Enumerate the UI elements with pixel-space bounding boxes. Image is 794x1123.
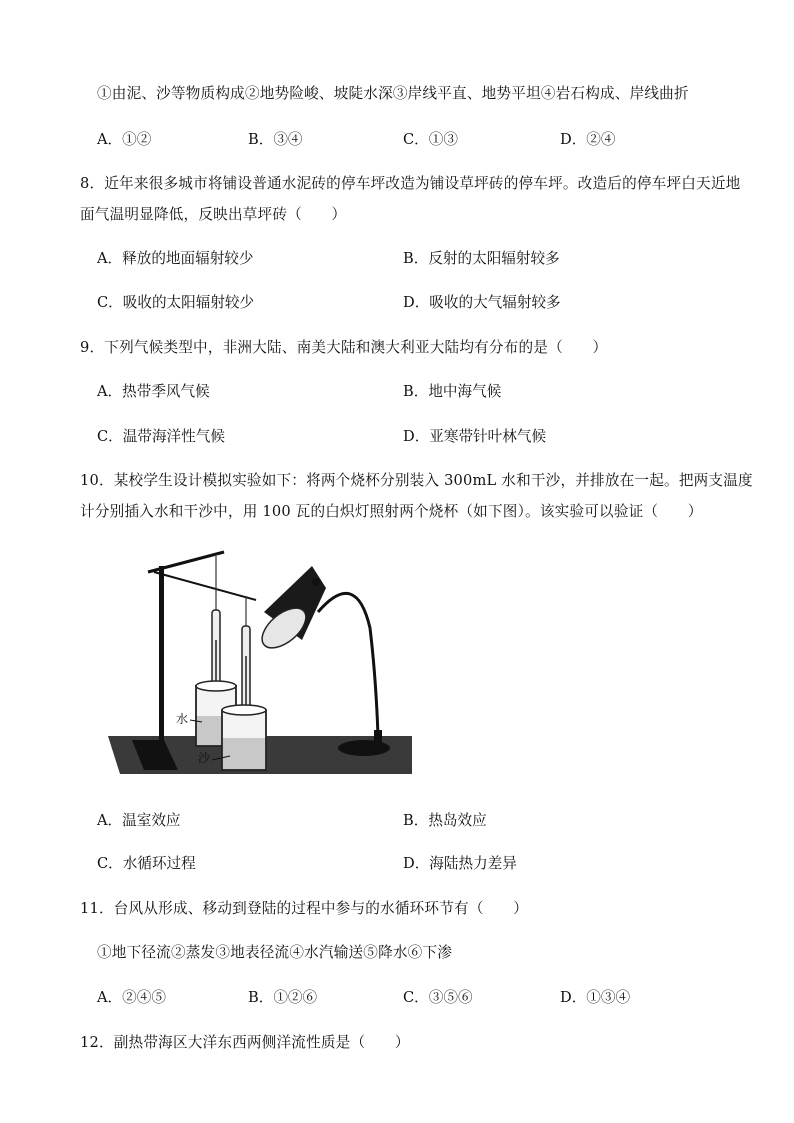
q10-stem-line1: 10．某校学生设计模拟实验如下：将两个烧杯分别装入 300mL 水和干沙，并排放在一起。把两支温度 bbox=[80, 472, 753, 489]
lamp-base bbox=[338, 740, 390, 756]
q9-option-c: C．温带海洋性气候 bbox=[97, 428, 225, 445]
q10-stem-line2: 计分别插入水和干沙中，用 100 瓦的白炽灯照射两个烧杯（如下图）。该实验可以验证（ ） bbox=[80, 503, 703, 520]
q11-option-b: B．①②⑥ bbox=[248, 989, 318, 1006]
label-water: 水 bbox=[176, 712, 189, 726]
lamp-arm bbox=[318, 593, 378, 736]
label-sand: 沙 bbox=[198, 751, 211, 765]
q11-items: ①地下径流②蒸发③地表径流④水汽输送⑤降水⑥下渗 bbox=[97, 944, 453, 961]
q7-items: ①由泥、沙等物质构成②地势险峻、坡陡水深③岸线平直、地势平坦④岩石构成、岸线曲折 bbox=[97, 85, 689, 102]
q8-stem-line1: 8．近年来很多城市将铺设普通水泥砖的停车坪改造为铺设草坪砖的停车坪。改造后的停车坪白天近地 bbox=[80, 175, 741, 192]
q9-stem: 9．下列气候类型中，非洲大陆、南美大陆和澳大利亚大陆均有分布的是（ ） bbox=[80, 339, 608, 356]
stand-pole bbox=[159, 566, 164, 742]
q7-option-c: C．①③ bbox=[403, 131, 458, 148]
q8-option-a: A．释放的地面辐射较少 bbox=[97, 250, 254, 267]
q10-option-b: B．热岛效应 bbox=[403, 812, 487, 829]
q8-option-c: C．吸收的太阳辐射较少 bbox=[97, 294, 255, 311]
q10-option-a: A．温室效应 bbox=[97, 812, 181, 829]
q9-option-b: B．地中海气候 bbox=[403, 383, 502, 400]
q7-option-d: D．②④ bbox=[560, 131, 616, 148]
stand-arm bbox=[148, 552, 224, 572]
q11-option-c: C．③⑤⑥ bbox=[403, 989, 473, 1006]
stand-arm-lower bbox=[154, 572, 256, 600]
q9-option-a: A．热带季风气候 bbox=[97, 383, 210, 400]
q10-option-c: C．水循环过程 bbox=[97, 855, 196, 872]
q8-option-b: B．反射的太阳辐射较多 bbox=[403, 250, 560, 267]
q8-option-d: D．吸收的大气辐射较多 bbox=[403, 294, 561, 311]
q8-stem-line2: 面气温明显降低，反映出草坪砖（ ） bbox=[80, 206, 347, 223]
q7-option-a: A．①② bbox=[97, 131, 152, 148]
q11-option-d: D．①③④ bbox=[560, 989, 631, 1006]
q7-option-b: B．③④ bbox=[248, 131, 303, 148]
q9-option-d: D．亚寒带针叶林气候 bbox=[403, 428, 547, 445]
q10-option-d: D．海陆热力差异 bbox=[403, 855, 517, 872]
experiment-figure bbox=[106, 548, 416, 778]
q11-stem: 11．台风从形成、移动到登陆的过程中参与的水循环环节有（ ） bbox=[80, 900, 528, 917]
q11-option-a: A．②④⑤ bbox=[97, 989, 166, 1006]
q12-stem: 12．副热带海区大洋东西两侧洋流性质是（ ） bbox=[80, 1034, 410, 1051]
